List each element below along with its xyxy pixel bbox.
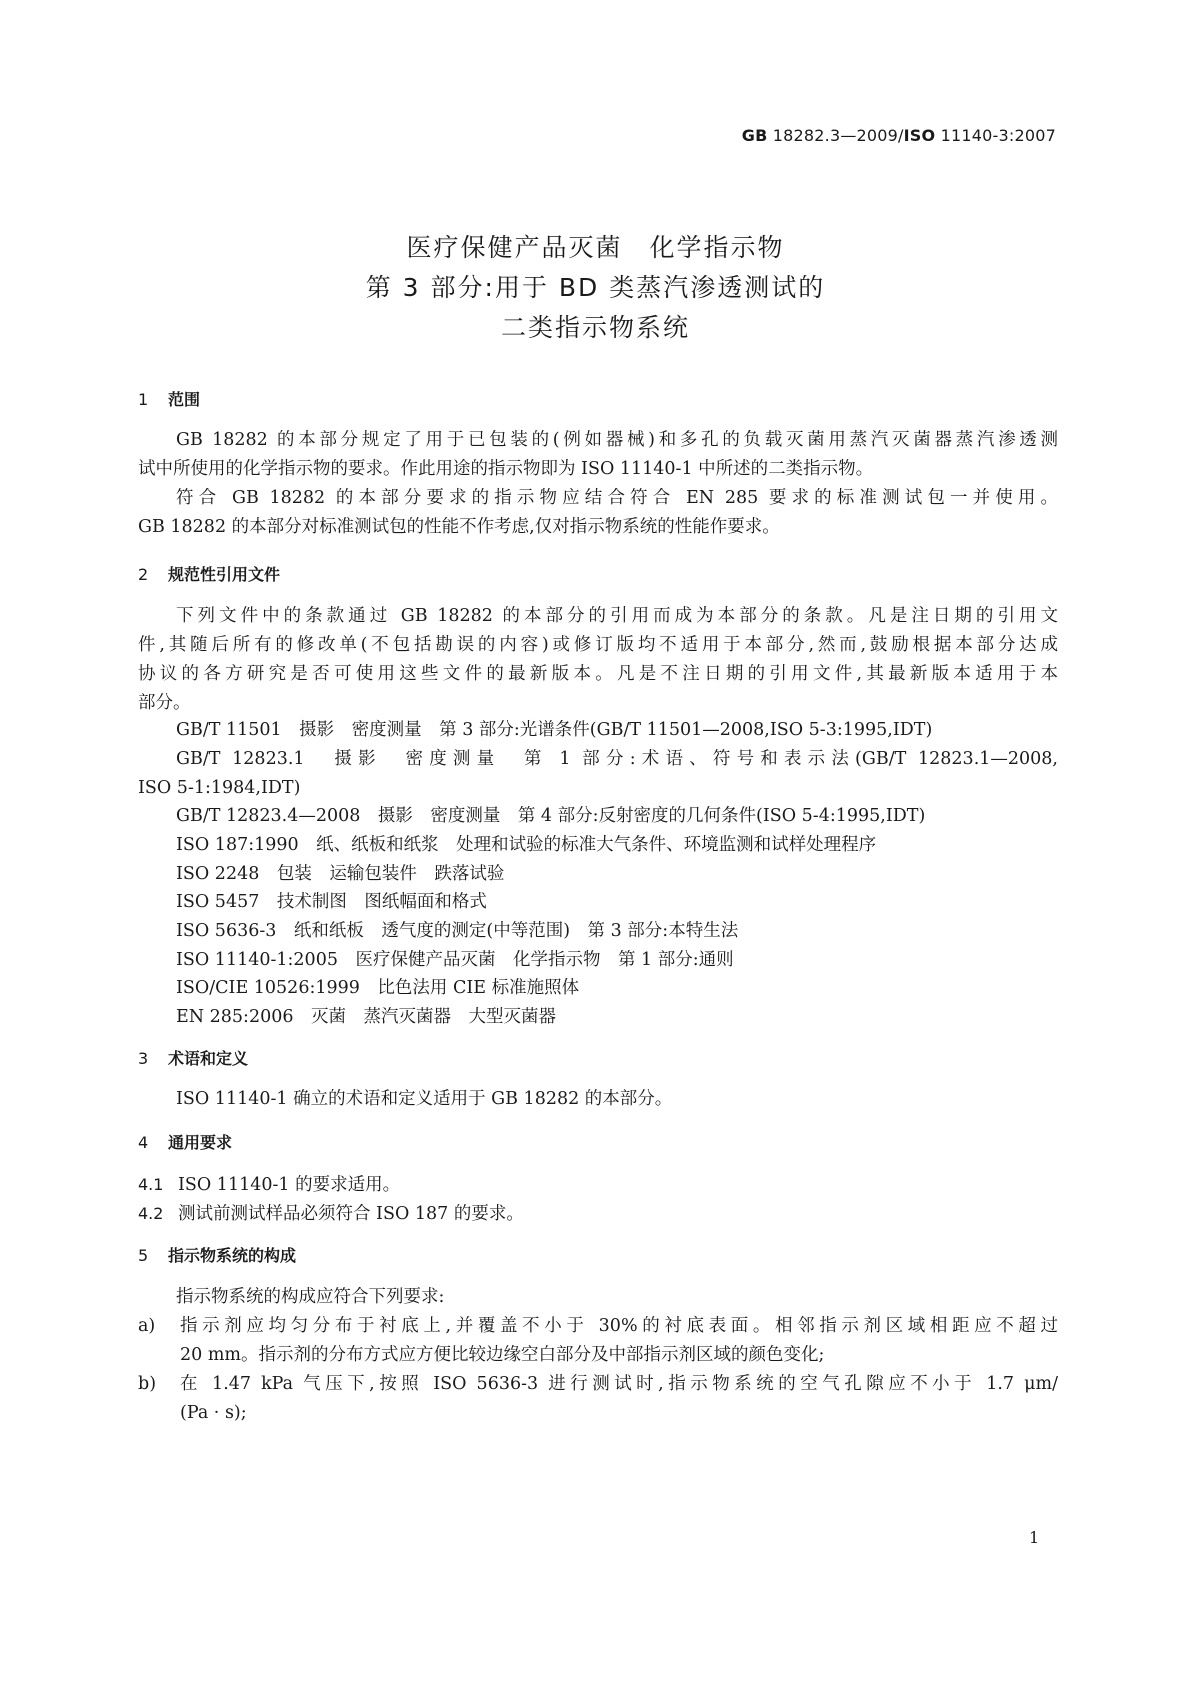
reference-item: ISO 11140-1:2005 医疗保健产品灭菌 化学指示物 第 1 部分:通则 xyxy=(176,950,734,970)
iso-prefix: ISO xyxy=(903,126,936,145)
clause-text: ISO 11140-1 的要求适用。 xyxy=(178,1175,401,1195)
clause-text: 测试前测试样品必须符合 ISO 187 的要求。 xyxy=(178,1204,524,1224)
text-line: GB 18282 的本部分规定了用于已包装的(例如器械)和多孔的负载灭菌用蒸汽灭菌器蒸汽渗透测 xyxy=(176,430,1058,450)
std-prefix: GB xyxy=(741,126,768,145)
reference-item: GB/T 12823.4—2008 摄影 密度测量 第 4 部分:反射密度的几何条件(ISO 5-4:1995,IDT) xyxy=(176,806,926,826)
document-title xyxy=(0,228,1191,348)
section-number: 4 xyxy=(138,1133,149,1152)
list-label: b) xyxy=(138,1374,157,1394)
text-line: 符合 GB 18282 的本部分要求的指示物应结合符合 EN 285 要求的标准测试包一并使用。 xyxy=(176,488,1058,508)
section-number: 3 xyxy=(138,1049,149,1068)
section-title: 通用要求 xyxy=(168,1133,233,1152)
text-line: 试中所使用的化学指示物的要求。作此用途的指示物即为 ISO 11140-1 中所述的二类指示物。 xyxy=(138,459,874,479)
reference-item: GB/T 11501 摄影 密度测量 第 3 部分:光谱条件(GB/T 11501—2008,ISO 5-3:1995,IDT) xyxy=(176,720,933,740)
section-3-paragraph-1: ISO 11140-1 确立的术语和定义适用于 GB 18282 的本部分。 xyxy=(176,1089,673,1109)
reference-item: ISO/CIE 10526:1999 比色法用 CIE 标准施照体 xyxy=(176,978,580,998)
reference-item: ISO 2248 包装 运输包装件 跌落试验 xyxy=(176,864,505,884)
reference-item: ISO 5636-3 纸和纸板 透气度的测定(中等范围) 第 3 部分:本特生法 xyxy=(176,921,739,941)
reference-item: ISO 5457 技术制图 图纸幅面和格式 xyxy=(176,892,487,912)
text-line: 在 1.47 kPa 气压下,按照 ISO 5636-3 进行测试时,指示物系统的空气孔隙应不小于 1.7 μm/ xyxy=(180,1374,1058,1394)
section-1-heading xyxy=(138,387,200,410)
text-line: 20 mm。指示剂的分布方式应方便比较边缘空白部分及中部指示剂区域的颜色变化; xyxy=(180,1345,825,1365)
section-title: 术语和定义 xyxy=(168,1049,249,1068)
section-number: 2 xyxy=(138,565,149,584)
section-5-heading xyxy=(138,1243,296,1266)
text-line: 件,其随后所有的修改单(不包括勘误的内容)或修订版均不适用于本部分,然而,鼓励根据本部分达成 xyxy=(138,635,1058,655)
section-5-intro: 指示物系统的构成应符合下列要求: xyxy=(176,1287,445,1307)
reference-item: EN 285:2006 灭菌 蒸汽灭菌器 大型灭菌器 xyxy=(176,1007,556,1027)
section-1-paragraph-1 xyxy=(138,426,1058,484)
list-label: a) xyxy=(138,1316,156,1336)
section-2-paragraph-1 xyxy=(138,602,1058,718)
clause-number: 4.1 xyxy=(138,1175,164,1194)
section-2-heading xyxy=(138,562,280,585)
section-1-paragraph-2 xyxy=(138,484,1058,542)
text-line: 指示剂应均匀分布于衬底上,并覆盖不小于 30%的衬底表面。相邻指示剂区域相距应不超过 xyxy=(180,1316,1058,1336)
clause-4-1 xyxy=(138,1170,1058,1200)
reference-item-continued: ISO 5-1:1984,IDT) xyxy=(138,778,301,798)
list-item-b xyxy=(138,1370,1058,1428)
section-title: 指示物系统的构成 xyxy=(168,1246,297,1265)
text-line: 下列文件中的条款通过 GB 18282 的本部分的引用而成为本部分的条款。凡是注日期的引用文 xyxy=(176,606,1058,626)
section-title: 规范性引用文件 xyxy=(168,565,281,584)
page-number: 1 xyxy=(1029,1528,1040,1547)
text-line: GB 18282 的本部分对标准测试包的性能不作考虑,仅对指示物系统的性能作要求。 xyxy=(138,517,780,537)
title-line-1: 医疗保健产品灭菌 化学指示物 xyxy=(406,233,785,262)
standard-number-header xyxy=(742,126,1056,145)
text-line: 协议的各方研究是否可使用这些文件的最新版本。凡是不注日期的引用文件,其最新版本适用于本 xyxy=(138,664,1058,684)
reference-item: ISO 187:1990 纸、纸板和纸浆 处理和试验的标准大气条件、环境监测和试样处理程序 xyxy=(176,835,877,855)
reference-item: GB/T 12823.1 摄影 密度测量 第 1 部分:术语、符号和表示法(GB/T 12823.1—2008, xyxy=(176,749,1058,769)
clause-number: 4.2 xyxy=(138,1204,164,1223)
text-line: 部分。 xyxy=(138,693,191,713)
section-title: 范围 xyxy=(168,390,201,409)
list-item-a xyxy=(138,1312,1058,1370)
section-number: 5 xyxy=(138,1246,149,1265)
section-number: 1 xyxy=(138,390,149,409)
text-line: (Pa · s); xyxy=(180,1403,247,1423)
iso-code: 11140-3:2007 xyxy=(940,126,1056,145)
title-line-3: 二类指示物系统 xyxy=(500,313,690,342)
section-4-heading xyxy=(138,1130,232,1153)
title-line-2: 第 3 部分:用于 BD 类蒸汽渗透测试的 xyxy=(365,273,826,302)
clause-4-2 xyxy=(138,1199,1058,1229)
std-code: 18282.3—2009/ xyxy=(772,126,904,145)
section-3-heading xyxy=(138,1046,248,1069)
